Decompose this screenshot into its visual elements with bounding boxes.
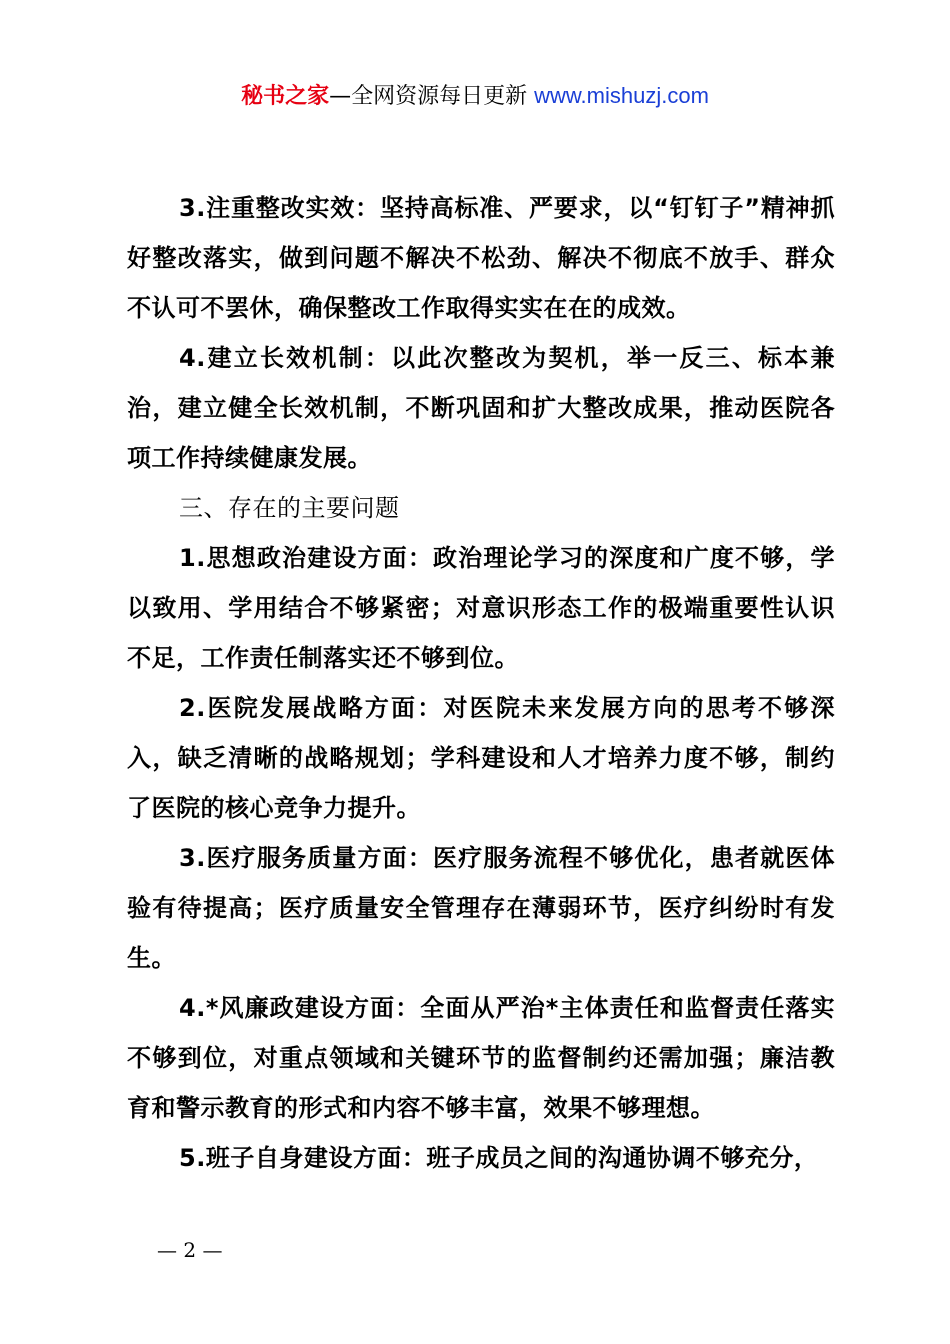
header-separator: — [329,84,352,109]
site-url-link[interactable]: www.mishuzj.com [534,83,709,108]
site-header [0,80,950,113]
brand-name: 秘书之家 [241,84,330,109]
paragraph-integrity-construction: 4.*风廉政建设方面：全面从严治*主体责任和监督责任落实不够到位，对重点领域和关键环节的监督制约还需加强；廉洁教育和警示教育的形式和内容不够丰富，效果不够理想。 [127,994,835,1122]
paragraph-team-construction: 5.班子自身建设方面：班子成员之间的沟通协调不够充分， [179,1144,819,1172]
paragraph-long-term-mechanism: 4.建立长效机制：以此次整改为契机，举一反三、标本兼治，建立健全长效机制，不断巩固和扩大整改成果，推动医院各项工作持续健康发展。 [127,344,835,472]
paragraph-rectify-effect: 3.注重整改实效：坚持高标准、严要求，以“钉钉子”精神抓好整改落实，做到问题不解决不松劲、解决不彻底不放手、群众不认可不罢休，确保整改工作取得实实在在的成效。 [127,194,835,322]
page-number: — 2 — [157,1238,223,1262]
section-heading-main-problems: 三、存在的主要问题 [179,494,400,522]
header-slogan: 全网资源每日更新 [351,84,528,109]
paragraph-political-construction: 1.思想政治建设方面：政治理论学习的深度和广度不够，学以致用、学用结合不够紧密；对意识形态工作的极端重要性认识不足，工作责任制落实还不够到位。 [127,544,835,672]
document-body [127,183,835,1183]
paragraph-development-strategy: 2.医院发展战略方面：对医院未来发展方向的思考不够深入，缺乏清晰的战略规划；学科建设和人才培养力度不够，制约了医院的核心竞争力提升。 [127,694,835,822]
paragraph-service-quality: 3.医疗服务质量方面：医疗服务流程不够优化，患者就医体验有待提高；医疗质量安全管理存在薄弱环节，医疗纠纷时有发生。 [127,844,835,972]
